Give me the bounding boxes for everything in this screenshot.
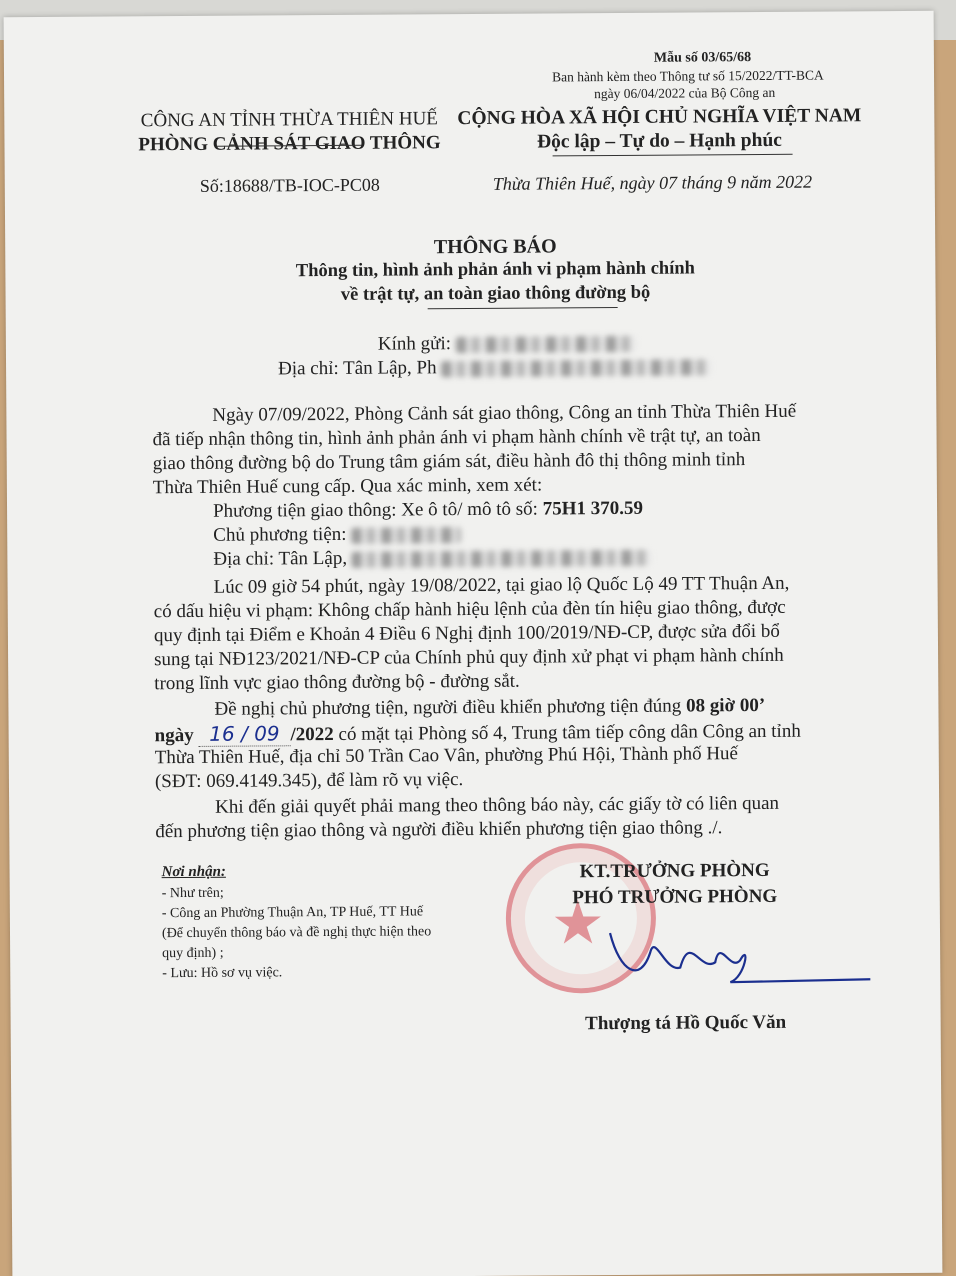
document-page [4, 11, 943, 1276]
recipients-item-3: (Để chuyển thông báo và đề nghị thực hiện theo [161, 924, 432, 942]
redacted-owner [351, 527, 461, 544]
redacted-address [441, 359, 711, 377]
department-name: PHÒNG CẢNH SÁT GIAO THÔNG [138, 132, 441, 156]
form-number: Mẫu số 03/65/68 [653, 50, 752, 66]
redacted-owner-address [352, 549, 652, 567]
vehicle-plate: 75H1 370.59 [542, 497, 644, 520]
recipients-item-2: - Công an Phường Thuận An, TP Huế, TT Huế [161, 904, 424, 922]
p3-line-4: (SĐT: 069.4149.345), để làm rõ vụ việc. [154, 769, 464, 793]
p4-line-1: Khi đến giải quyết phải mang theo thông báo này, các giấy tờ có liên quan [215, 792, 780, 818]
p2-line-3: quy định tại Điểm e Khoản 4 Điều 6 Nghị định 100/2019/NĐ-CP, được sửa đổi bổ [153, 620, 780, 647]
p2-line-1: Lúc 09 giờ 54 phút, ngày 19/08/2022, tại giao lộ Quốc Lộ 49 TT Thuận An, [213, 572, 790, 598]
vehicle-label: Phương tiện giao thông: Xe ô tô/ mô tô số: [212, 498, 539, 522]
p1-line-3: giao thông đường bộ do Trung tâm giám sát, điều hành đô thị thông minh tỉnh [152, 449, 746, 475]
handwritten-date: 16 / 09 [198, 721, 290, 747]
national-motto: Độc lập – Tự do – Hạnh phúc [536, 129, 782, 153]
nation-title: CỘNG HÒA XÃ HỘI CHỦ NGHĨA VIỆT NAM [457, 105, 862, 130]
signer-name: Thượng tá Hồ Quốc Văn [585, 1011, 787, 1035]
issued-date: ngày 06/04/2022 của Bộ Công an [594, 84, 776, 102]
recipient-line [378, 331, 636, 357]
owner-address-line [213, 545, 652, 572]
recipient-address-label: Địa chỉ: Tân Lập, Ph [277, 357, 437, 380]
appointment-day-label: ngày [154, 724, 194, 747]
recipients-item-1: - Như trên; [161, 885, 224, 902]
issued-with: Ban hành kèm theo Thông tư số 15/2022/TT-BCA [551, 67, 824, 85]
p3-line-3: Thừa Thiên Huế, địa chỉ 50 Trần Cao Vân, phường Phú Hội, Thành phố Huế [154, 743, 739, 769]
vehicle-line [213, 497, 643, 524]
title-underline [428, 307, 618, 309]
owner-line [213, 522, 461, 548]
p2-line-5: trong lĩnh vực giao thông đường bộ - đường sắt. [154, 670, 520, 695]
p2-line-2: có dấu hiệu vi phạm: Không chấp hành hiệu lệnh của đèn tín hiệu giao thông, được [153, 596, 786, 623]
document-number: Số:18688/TB-IOC-PC08 [199, 174, 380, 196]
redacted-recipient [456, 335, 636, 352]
notice-title: THÔNG BÁO [433, 235, 557, 259]
handwritten-signature [570, 911, 881, 1003]
p1-line-4: Thừa Thiên Huế cung cấp. Qua xác minh, xem xét: [152, 474, 543, 499]
appointment-year: /2022 [290, 723, 334, 746]
signature-title-2: PHÓ TRƯỞNG PHÒNG [572, 885, 778, 909]
p3-text: Đề nghị chủ phương tiện, người điều khiển phương tiện đúng [214, 695, 682, 720]
owner-address-label: Địa chỉ: Tân Lập, [213, 547, 348, 570]
p1-line-1: Ngày 07/09/2022, Phòng Cảnh sát giao thông, Công an tỉnh Thừa Thiên Huế [212, 400, 797, 426]
agency-name: CÔNG AN TỈNH THỪA THIÊN HUẾ [140, 108, 438, 132]
recipients-item-4: quy định) ; [162, 945, 224, 962]
place-date: Thừa Thiên Huế, ngày 07 tháng 9 năm 2022 [492, 171, 813, 194]
p2-line-4: sung tại NĐ123/2021/NĐ-CP của Chính phủ quy định xử phạt vi phạm hành chính [154, 644, 784, 671]
recipients-heading: Nơi nhận: [161, 863, 226, 881]
signature-title-1: KT.TRƯỞNG PHÒNG [579, 859, 770, 883]
p3-line-2-rest: có mặt tại Phòng số 4, Trung tâm tiếp công dân Công an tỉnh [338, 720, 801, 745]
owner-label: Chủ phương tiện: [213, 523, 347, 546]
recipient-address-line [278, 354, 711, 381]
recipient-label: Kính gửi: [377, 333, 452, 355]
motto-underline [553, 154, 793, 157]
notice-subtitle-1: Thông tin, hình ảnh phản ánh vi phạm hành chính [295, 258, 695, 282]
appointment-time: 08 giờ 00’ [685, 694, 766, 717]
recipients-item-5: - Lưu: Hồ sơ vụ việc. [162, 965, 283, 982]
notice-subtitle-2: về trật tự, an toàn giao thông đường bộ [340, 282, 651, 305]
p1-line-2: đã tiếp nhận thông tin, hình ảnh phản ánh vi phạm hành chính về trật tự, an toàn [152, 424, 761, 451]
p4-line-2: đến phương tiện giao thông và người điều khiển phương tiện giao thông ./. [155, 817, 723, 843]
